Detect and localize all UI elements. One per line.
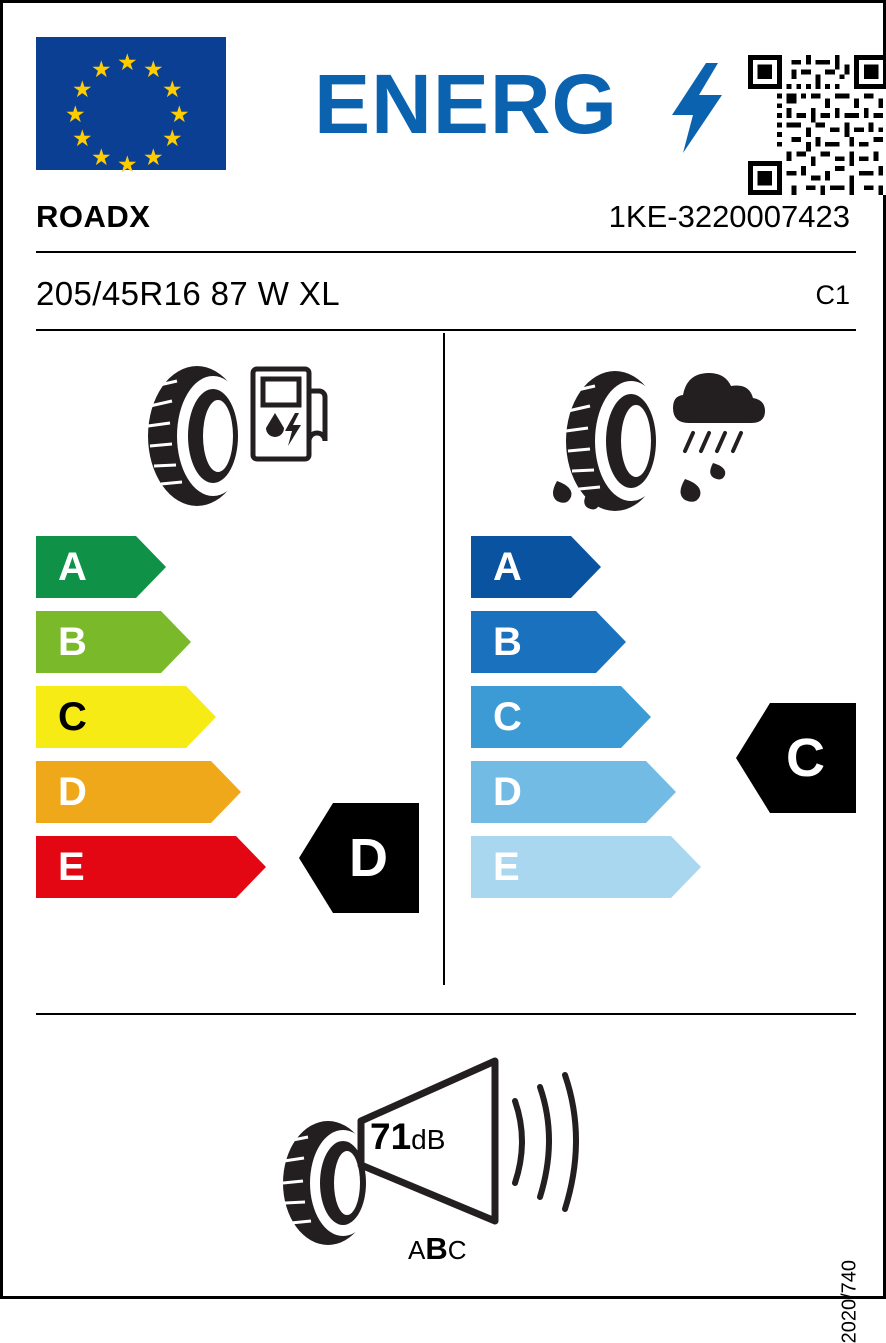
lightning-bolt-icon — [666, 63, 726, 153]
fuel-result-letter: D — [349, 828, 388, 888]
wet-grip-grade-scale — [471, 536, 721, 986]
noise-unit: dB — [411, 1124, 446, 1155]
wet-grade-c-letter: C — [493, 695, 522, 739]
fuel-grade-scale — [36, 536, 286, 986]
eu-flag-icon: ★ ★ ★ ★ ★ ★ ★ ★ ★ ★ ★ ★ — [36, 37, 226, 170]
divider-top — [36, 251, 856, 253]
wet-grade-b-letter: B — [493, 620, 522, 664]
label-header — [36, 33, 856, 177]
wet-grade-e-letter: E — [493, 845, 520, 889]
tyre-wet-icon — [535, 351, 775, 516]
tyre-size: 205/45R16 87 W XL — [36, 275, 340, 312]
divider-vertical — [443, 333, 445, 985]
noise-class-b-selected: B — [425, 1231, 448, 1266]
tyre-icon — [125, 351, 335, 511]
energy-wordmark: ENERG — [314, 57, 618, 151]
wet-grade-c — [471, 686, 651, 748]
model-code: 1KE-3220007423 — [608, 199, 850, 234]
qr-code-icon — [748, 55, 886, 195]
wet-grade-e — [471, 836, 701, 898]
wet-grade-b — [471, 611, 626, 673]
noise-number: 71 — [370, 1116, 412, 1157]
fuel-grade-c — [36, 686, 216, 748]
divider-bottom — [36, 1013, 856, 1015]
wet-result-badge — [736, 703, 856, 813]
wet-grade-d — [471, 761, 676, 823]
fuel-grade-c-letter: C — [58, 695, 87, 739]
fuel-grade-a — [36, 536, 166, 598]
fuel-grade-a-letter: A — [58, 545, 87, 589]
wet-result-letter: C — [786, 728, 825, 788]
fuel-grade-b-letter: B — [58, 620, 87, 664]
tyre-class: C1 — [815, 280, 850, 310]
regulation-reference: 2020/740 — [838, 1260, 860, 1343]
wet-grade-d-letter: D — [493, 770, 522, 814]
noise-class-a: A — [408, 1235, 426, 1265]
wet-grade-a — [471, 536, 601, 598]
fuel-grade-d-letter: D — [58, 770, 87, 814]
noise-value — [370, 1116, 445, 1158]
noise-class-c: C — [447, 1235, 467, 1265]
wet-grade-a-letter: A — [493, 545, 522, 589]
fuel-result-badge — [299, 803, 419, 913]
brand-name: ROADX — [36, 199, 151, 234]
fuel-grade-e — [36, 836, 266, 898]
fuel-grade-b — [36, 611, 191, 673]
fuel-grade-e-letter: E — [58, 845, 85, 889]
divider-middle — [36, 329, 856, 331]
fuel-grade-d — [36, 761, 241, 823]
noise-class-scale — [408, 1231, 467, 1267]
